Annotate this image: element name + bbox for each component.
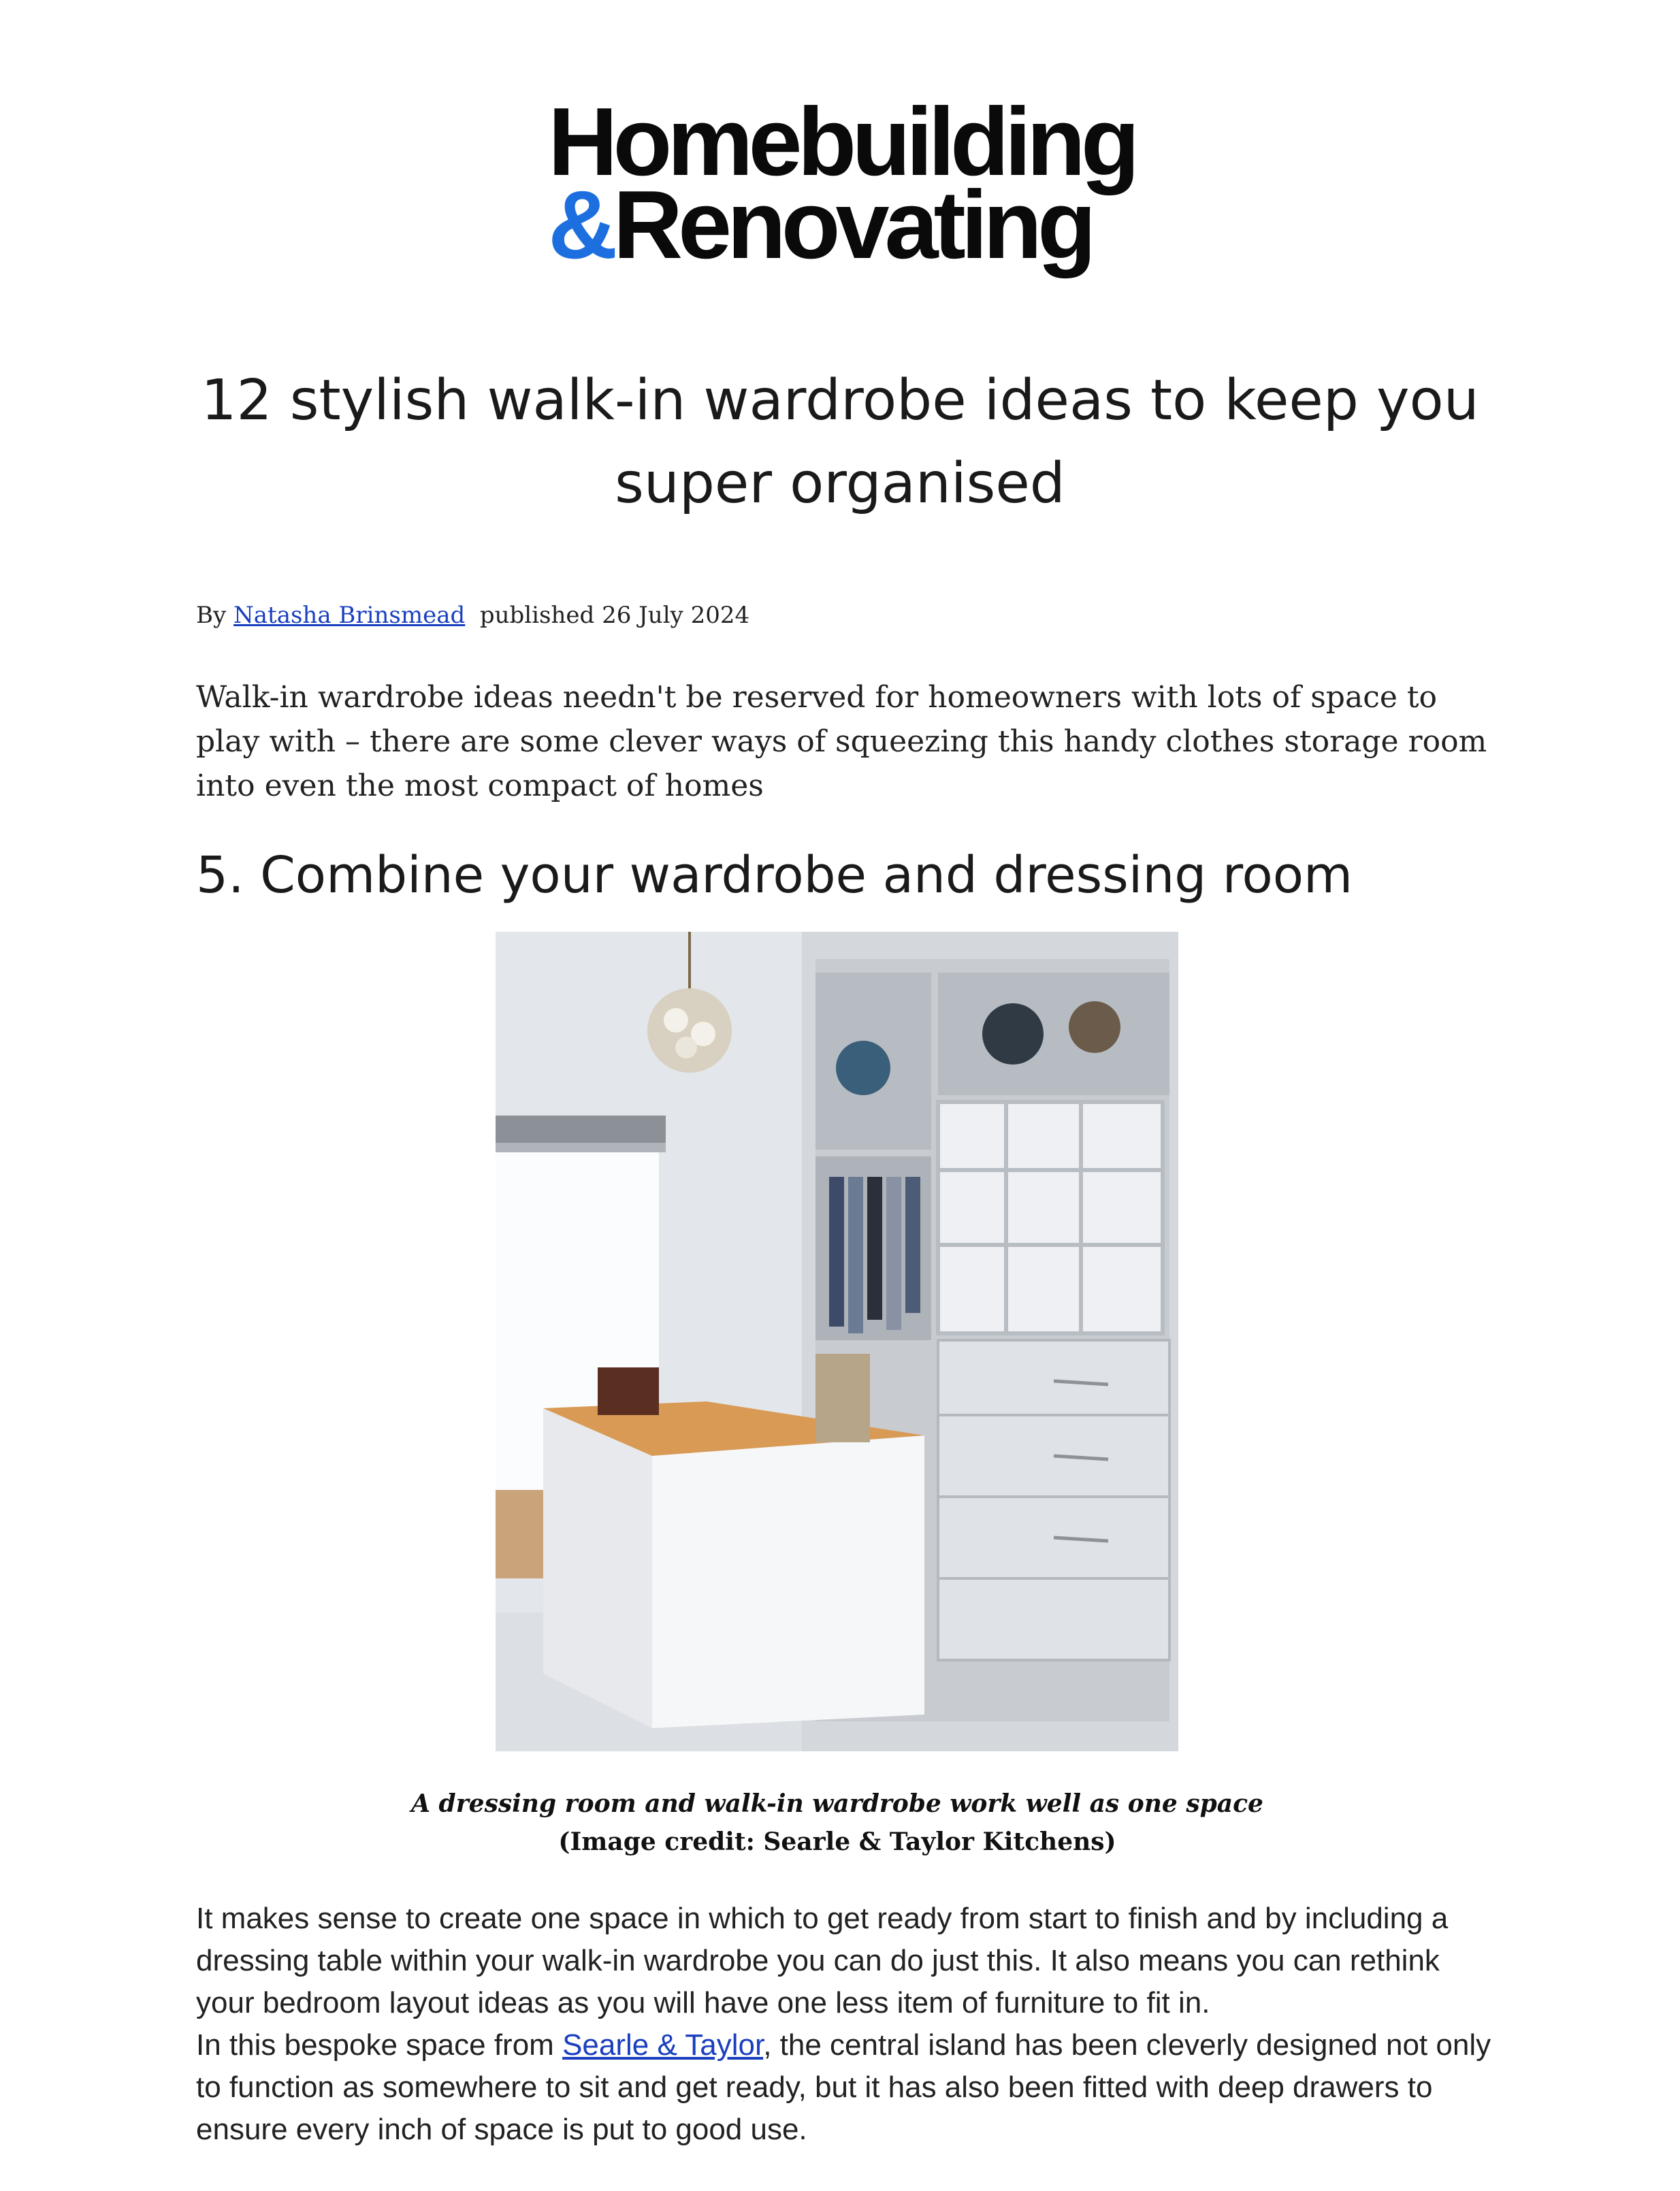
caption-text: A dressing room and walk-in wardrobe work well as one space — [411, 1789, 1263, 1818]
logo-renovating-text: Renovating — [613, 171, 1092, 280]
section-heading: 5. Combine your wardrobe and dressing room — [196, 846, 1353, 905]
author-link[interactable]: Natasha Brinsmead — [233, 602, 466, 629]
image-caption — [381, 1785, 1293, 1861]
article-body — [196, 1898, 1503, 2151]
site-logo[interactable] — [548, 88, 1135, 280]
article-title: 12 stylish walk-in wardrobe ideas to keep you super organised — [201, 368, 1479, 516]
paragraph-2-end: , the central island has been cleverly designed not only to function as somewhere to sit and get ready, but it has also been fitted with deep drawers to ensure every inch of space is put to good use. — [196, 2028, 1491, 2146]
standfirst: Walk-in wardrobe ideas needn't be reserved for homeowners with lots of space to play with – there are some clever ways of squeezing this handy clothes storage room into even the most compact of homes — [196, 680, 1487, 803]
byline — [196, 602, 749, 629]
publish-date: published 26 July 2024 — [479, 602, 750, 629]
logo-line-homebuilding: Homebuilding — [548, 88, 1135, 196]
article-photo — [496, 932, 1178, 1751]
dressing-room-illustration — [496, 932, 1178, 1751]
paragraph-2-start: In this bespoke space from — [196, 2028, 563, 2062]
logo-ampersand: & — [548, 171, 613, 280]
searle-taylor-link[interactable]: Searle & Taylor — [562, 2028, 764, 2062]
byline-prefix: By — [196, 602, 227, 629]
image-credit: (Image credit: Searle & Taylor Kitchens) — [558, 1828, 1116, 1856]
paragraph-1: It makes sense to create one space in which to get ready from start to finish and by including a dressing table within your walk-in wardrobe you can do just this. It also means you can rethink your bedroom layout ideas as you will have one less item of furniture to fit in. — [196, 1902, 1449, 2019]
logo-line-renovating — [548, 171, 1133, 280]
